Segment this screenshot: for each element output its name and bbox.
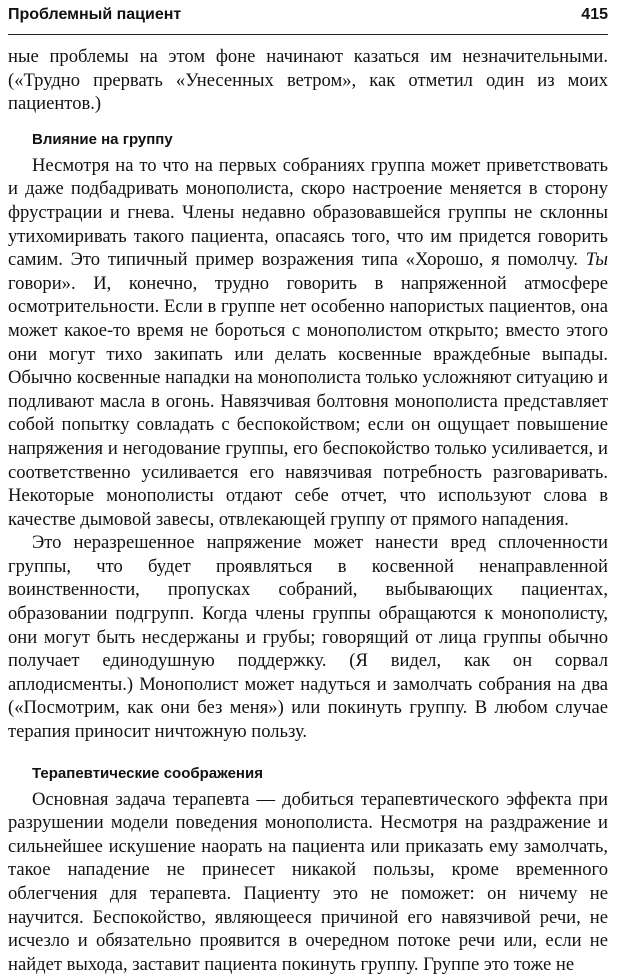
paragraph-group-influence-1 — [8, 154, 608, 532]
paragraph-lead: Несмотря на то что на первых собраниях группа может приветствовать и даже подбадривать монополиста, скоро настроение меняется в сторону фрустрации и гнева. Члены недавно образовавшейся группы не склонны утихомиривать такого пациента, опасаясь того, что им придется говорить самим. Это типичный пример возражения типа «Хорошо, я помолчу. — [8, 154, 608, 271]
page-number: 415 — [581, 6, 608, 23]
italic-word: Ты — [585, 249, 608, 271]
running-title: Проблемный пациент — [8, 6, 182, 23]
paragraph-rest: говори». И, конечно, трудно говорить в напряженной атмосфере осмотрительности. Если в группе нет особенно напористых пациентов, она может какое-то время не бороться с монополистом открыто; вместо этого они могут тихо закипать или делать косвенные враждебные выпады. Обычно косвенные нападки на монополиста только усложняют ситуацию и подливают масла в огонь. Навязчивая болтовня монополиста представляет собой попытку совладать с беспокойством; если он ощущает повышение напряжения и негодование группы, его беспокойство только усиливается, и соответственно усиливается его навязчивая потребность разговаривать. Некоторые монополисты отдают себе отчет, что используют слова в качестве дымовой завесы, отвлекающей группу от прямого нападения. — [8, 272, 608, 530]
section-heading-group-influence: Влияние на группу — [32, 130, 173, 148]
paragraph-group-influence-2: Это неразрешенное напряжение может нанести вред сплоченности группы, что будет проявляться в косвенной ненаправленной воинственности, пропусках собраний, выбывающих пациентах, образовании подгрупп. Когда члены группы обращаются к монополисту, они могут быть несдержаны и грубы; говорящий от лица группы обычно получает единодушную поддержку. (Я видел, как он сорвал аплодисменты.) Монополист может надуться и замолчать собрания на два («Посмотрим, как они без меня») или покинуть группу. В любом случае терапия приносит ничтожную пользу. — [8, 532, 608, 743]
section-heading-therapeutic-considerations: Терапевтические соображения — [32, 764, 263, 782]
paragraph-therapeutic-1: Основная задача терапевта — добиться терапевтического эффекта при разрушении модели поведения монополиста. Несмотря на раздражение и сильнейшее искушение наорать на пациента или приказать ему замолчать, такое нападение не принесет никакой пользы, кроме временного облегчения для терапевта. Пациенту это не поможет: он ничему не научится. Беспокойство, являющееся причиной его навязчивой речи, не исчезло и обязательно проявится в очередном потоке речи или, если не найдет выхода, заставит пациента покинуть группу. Группе это тоже не — [8, 788, 608, 975]
page-body — [8, 35, 608, 976]
intro-paragraph: ные проблемы на этом фоне начинают казаться им незначительными. («Трудно прервать «Унесенных ветром», как отметил один из моих пациентов.) — [8, 46, 608, 115]
running-header — [8, 0, 608, 35]
